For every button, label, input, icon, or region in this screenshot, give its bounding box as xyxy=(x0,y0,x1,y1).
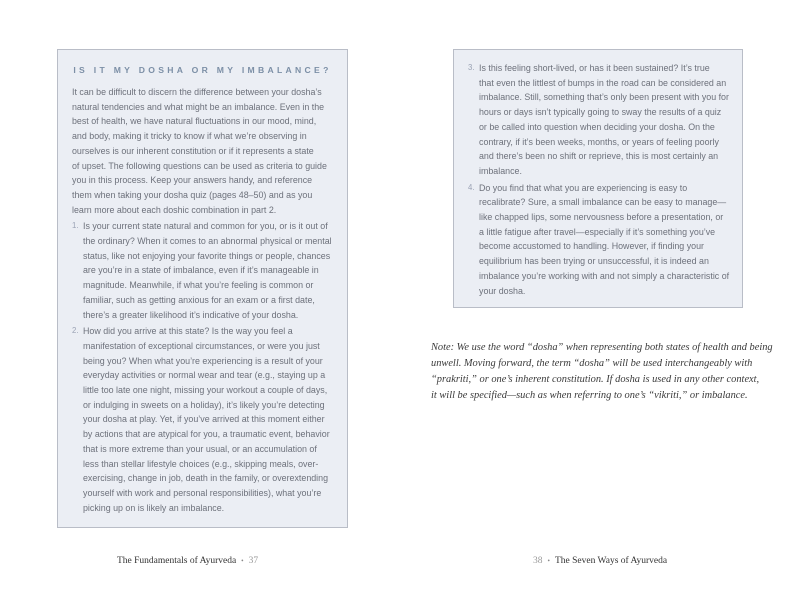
running-title: The Seven Ways of Ayurveda xyxy=(554,556,668,566)
intro-paragraph xyxy=(72,85,332,217)
text-line: or be called into question when deciding your dosha. On the xyxy=(479,121,715,132)
list-number: 3. xyxy=(468,63,475,72)
text-line: imbalance. Still, something that’s only been present with you for xyxy=(479,92,729,103)
text-line: Is this feeling short-lived, or has it been sustained? It’s true xyxy=(479,63,710,73)
page-number: 38 xyxy=(533,556,543,566)
text-line: manifestation of exceptional circumstances, or were you just xyxy=(83,340,320,351)
list-number: 2. xyxy=(72,326,79,336)
text-line: familiar, such as getting anxious for an exam or a first date, xyxy=(83,294,315,305)
text-line: imbalance you’re working with and not simply a characteristic of xyxy=(479,270,730,281)
text-line: picking up on is likely an imbalance. xyxy=(83,502,225,513)
note-paragraph xyxy=(431,340,773,404)
text-line: like chapped lips, some nervousness before a presentation, or xyxy=(479,212,724,223)
text-line: by actions that are atypical for you, a traumatic event, behavior xyxy=(83,429,330,440)
text-line: It can be difficult to discern the difference between your dosha’s xyxy=(72,87,322,97)
text-line: them when taking your dosha quiz (pages 48–50) and as you xyxy=(72,189,313,200)
text-line: hours or days isn’t typically going to sway the results of a quiz xyxy=(479,107,722,118)
text-line: your dosha. xyxy=(479,285,526,296)
text-line: that even the littlest of bumps in the road can be considered an xyxy=(479,77,727,88)
text-line: recalibrate? Sure, a small imbalance can be easy to manage— xyxy=(479,197,727,208)
list-item xyxy=(72,324,332,515)
text-line: everyday activities or normal wear and tear (e.g., staying up a xyxy=(83,370,326,381)
text-line: status, like not enjoying your favorite things or people, chances xyxy=(83,250,331,261)
text-line: become accustomed to handling. However, if finding your xyxy=(479,241,704,252)
text-line: best of health, we have natural fluctuations in our mood, mind, xyxy=(72,116,317,127)
text-line: being you? When what you’re experiencing is a result of your xyxy=(83,355,323,366)
text-line: your dosha at play. Yet, if you’ve arrived at this moment either xyxy=(83,414,325,425)
text-line: a little fatigue after travel—especially if it’s something you’ve xyxy=(479,226,716,237)
text-line: yourself with work and personal responsibilities), what you’re xyxy=(83,487,322,498)
text-line: are you’re in a state of imbalance, even if it’s manageable in xyxy=(83,265,319,276)
text-line: of upset. The following questions can be used as criteria to guide xyxy=(72,160,327,171)
text-line: equilibrium has been trying or unsuccessful, it is indeed an xyxy=(479,256,709,267)
text-line: learn more about each doshic combination in part 2. xyxy=(72,204,277,215)
sidebar-body-left xyxy=(72,85,332,515)
text-line: natural tendencies and what might be an imbalance. Even in the xyxy=(72,101,325,112)
sidebar-heading: IS IT MY DOSHA OR MY IMBALANCE? xyxy=(73,65,332,75)
separator-bullet: • xyxy=(547,557,550,565)
page-number: 37 xyxy=(248,556,259,566)
text-line: imbalance. xyxy=(479,165,522,176)
text-line: and there’s been no shift or reprieve, this is most certainly an xyxy=(479,151,719,162)
text-line: Do you find that what you are experiencing is easy to xyxy=(479,182,688,193)
text-line: that is more extreme than your usual, or an accumulation of xyxy=(83,443,317,454)
sidebar-body-right xyxy=(468,59,729,298)
sidebar-box-left xyxy=(57,49,348,528)
text-line: less than stellar lifestyle choices (e.g., skipping meals, over- xyxy=(83,458,319,469)
text-line: Is your current state natural and common for you, or is it out of xyxy=(83,221,328,232)
separator-bullet: • xyxy=(241,557,244,565)
text-line: unwell. Moving forward, the term “dosha” will be used interchangeably with xyxy=(431,358,753,369)
running-title: The Fundamentals of Ayurveda xyxy=(117,556,237,566)
text-line: and body, making it tricky to know if what we’re observing in xyxy=(72,131,307,142)
text-line: the ordinary? When it comes to an abnormal physical or mental xyxy=(83,236,332,247)
text-line: How did you arrive at this state? Is the way you feel a xyxy=(83,326,293,337)
list-number: 1. xyxy=(72,221,79,231)
list-item xyxy=(468,181,729,299)
text-line: little too late one night, missing your workout a couple of days, xyxy=(83,385,328,396)
question-list xyxy=(72,219,332,515)
list-number: 4. xyxy=(468,182,475,192)
sidebar-box-right xyxy=(453,49,743,308)
text-line: or indulging in sweets on a holiday), it’s likely you’re detecting xyxy=(83,399,325,410)
text-line: it will be specified—such as when referring to one’s “vikriti,” or imbalance. xyxy=(431,390,748,401)
footer-right xyxy=(533,556,667,566)
text-line: ourselves is our inherent constitution or if it represents a state xyxy=(72,145,314,156)
list-item xyxy=(468,61,729,179)
list-item xyxy=(72,219,332,322)
text-line: contrary, if it’s been weeks, months, or years of feeling poorly xyxy=(479,136,719,147)
footer-left xyxy=(117,556,258,566)
text-line: exercising, change in job, death in the family, or overextending xyxy=(83,473,329,484)
text-line: “prakriti,” or one’s inherent constitution. If dosha is used in any other context, xyxy=(431,374,760,385)
text-line: magnitude. Meanwhile, if what you’re feeling is common or xyxy=(83,280,314,291)
text-line: there’s a greater likelihood it’s indicative of your dosha. xyxy=(83,309,299,320)
text-line: Note: We use the word “dosha” when representing both states of health and being xyxy=(431,342,773,353)
text-line: you in this process. Keep your answers handy, and reference xyxy=(72,175,313,186)
question-list xyxy=(468,61,729,298)
